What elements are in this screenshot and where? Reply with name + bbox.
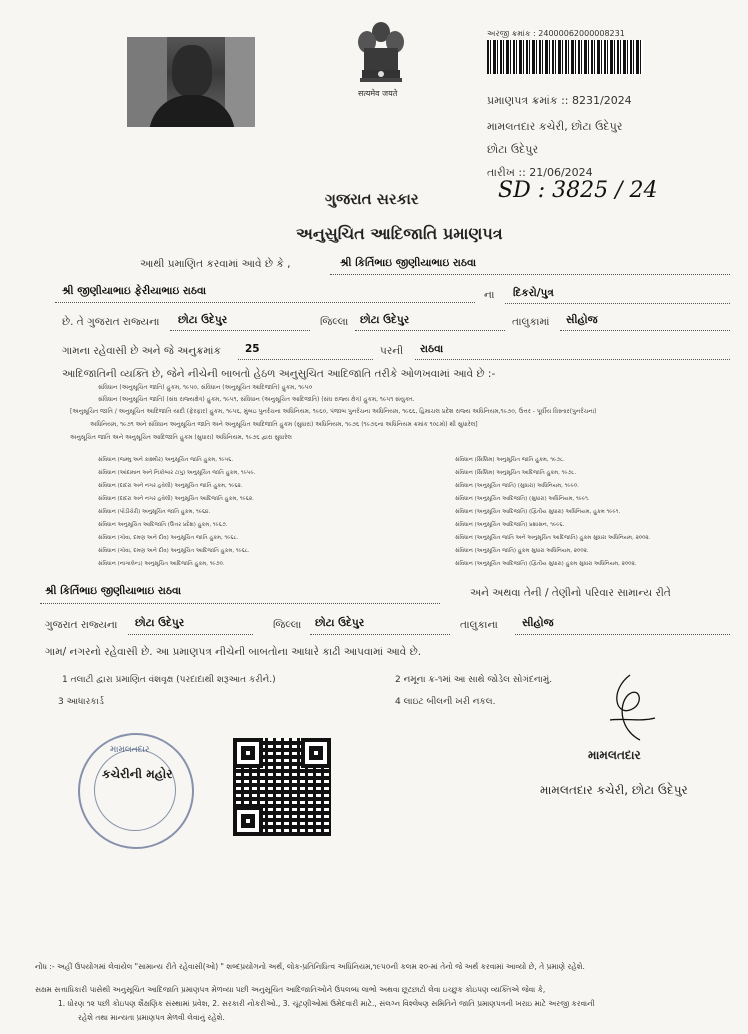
footer-line: રહેશે તથા માન્યતા પ્રમાણપત્ર મેળવી લેવાનું રહેશે. xyxy=(78,1013,225,1022)
residence-taluka: સીહોજ xyxy=(522,617,554,629)
recognized-text: આદિજાતિની વ્યક્તિ છે, જેને નીચેની બાબતો હેઠળ અનુસુચિત આદિજાતિ તરીકે ઓળખવામાં આવે છે :- xyxy=(62,368,496,380)
issuing-office: મામલતદાર કચેરી, છોટા ઉદેપુર xyxy=(487,120,623,133)
handwritten-number: SD : 3825 / 24 xyxy=(498,178,658,203)
village-prefix: ગામના રહેવાસી છે અને જે અનુક્રમાંક xyxy=(62,345,221,357)
state-prefix: છે. તે ગુજરાત રાજ્યના xyxy=(62,316,160,328)
resident-name: શ્રી કિર્તિભાઇ જીણીયાભાઇ રાઠવા xyxy=(45,585,182,597)
national-emblem-icon xyxy=(352,18,410,86)
seal-label: કચેરીની મહોર xyxy=(102,767,173,781)
order-right: સંવિધાન (અનુસૂચિત જાતિ) (સુધારા) અધિનિયમ, ૧૯૯૦. xyxy=(455,483,579,489)
document-item: 3 આધારકાર્ડ xyxy=(58,697,104,707)
document-item: 4 લાઇટ બીલની ખરી નકલ. xyxy=(395,697,496,707)
order-left: સંવિધાન (દાદરા અને નગર હવેલી) અનુસૂચિત જાતિ હુકમ, ૧૯૬૨. xyxy=(98,483,243,489)
taluka: સીહોજ xyxy=(566,314,598,326)
district-2: છોટા ઉદેપુર xyxy=(360,314,410,326)
order-left: સંવિધાન (આંદામાન અને નિકોબાર ટાપુ) અનુસૂચિત જાતિ હુકમ, ૧૯૫૯. xyxy=(98,470,256,476)
seal-top-text: મામલતદાર xyxy=(110,745,150,755)
signatory-office: મામલતદાર કચેરી, છોટા ઉદેપુર xyxy=(540,783,688,797)
residence-district-label: જિલ્લા xyxy=(273,619,302,631)
order-left: સંવિધાન (ગોવા, દમણ અને દીવ) અનુસૂચિત આદિજાતિ હુકમ, ૧૯૬૮. xyxy=(98,548,250,554)
district-1: છોટા ઉદેપુર xyxy=(178,314,228,326)
applicant-photo xyxy=(127,37,255,127)
order-left: સંવિધાન અનુસૂચિત આદિજાતિ (ઉત્તર પ્રદેશ) હુકમ, ૧૯૬૭. xyxy=(98,522,228,528)
order-right: સંવિધાન (અનુસૂચિત આદિજાતિ) (દ્વિતીય સુધારા) હુકમ સુધારા અધિનિયમ, ૨૦૦૨. xyxy=(455,561,637,567)
order-right: સંવિધાન (અનુસૂચિત જાતિ) હુકમ સુધારા અધિનિયમ, ૨૦૦૨. xyxy=(455,548,589,554)
order-line: [અનુસૂચિત જાતિ / અનુસૂચિત આદિજાતિ યાદી (ફેરફાર) હુકમ, ૧૯૫૬, મુંબઇ પુનર્રચના અધિનિયમ, ૧૯૬૦, પંજાબ પુનર્રચના અધિનિયમ, ૧૯૬૬, હિમાચલ પ્રદેશ રાજ્ય અધિનિયમ,૧૯૭૦, ઉત્તર - પૂર્વીય વિસ્તાર(પુનર્રચના) xyxy=(70,408,597,415)
of-label: પરની xyxy=(380,345,404,357)
certify-prefix: આથી પ્રમાણિત કરવામાં આવે છે કે , xyxy=(140,258,291,270)
certificate-number: પ્રમાણપત્ર ક્રમાંક :: 8231/2024 xyxy=(487,94,632,107)
footer-note: નોંધ :- અહીં ઉપયોગમાં લેવાયેલ "સામાન્ય રીતે રહેવાસી(ઓ) " શબ્દપ્રયોગનો અર્થ, લોક-પ્રતિનિધિત્વ અધિનિયમ,૧૯૫૦ની કલમ ૨૦-માં તેનો જે અર્થ કરવામાં આવ્યો છે, તે પ્રમાણે રહેશે. xyxy=(35,962,585,971)
residence-state: ગુજરાત રાજ્યના xyxy=(45,619,118,631)
na-label: ના xyxy=(484,289,495,301)
relation: દિકરો/પુત્ર xyxy=(513,287,554,299)
residence-district-1: છોટા ઉદેપુર xyxy=(135,617,185,629)
residence-district-2: છોટા ઉદેપુર xyxy=(315,617,365,629)
taluka-label: તાલુકામાં xyxy=(512,316,550,328)
order-right: સંવિધાન (સિક્કિમ) અનુસૂચિત જાતિ હુકમ, ૧૯૭૮. xyxy=(455,457,565,463)
order-line: સંવિધાન (અનુસૂચિત જાતિ) (સંઘ રાજ્યક્ષેત્ર) હુકમ, ૧૯૫૧, સંવિધાન (અનુસૂચિત આદિજાતિ) (સંઘ રાજ્ય ક્ષેત્ર) હુકમ, ૧૯૫૧ સંયુક્ત. xyxy=(98,396,415,403)
qr-code xyxy=(233,738,331,836)
footer-line: 1. ધોરણ ૧૨ પછી કોઇપણ શૈક્ષણિક સંસ્થામાં પ્રવેશ, 2. સરકારી નોકરીઓ., 3. ચૂંટણીઓમાં ઉમેદવારી માટે., સંલગ્ન વિશ્લેષણ સમિતિને જાતિ પ્રમાણપત્રની ખરાઇ માટે અરજી કરવાની xyxy=(58,999,595,1008)
order-line: અનુસૂચિત જાતિ અને અનુસૂચિત આદિજાતિ હુકમ (સુધારા) અધિનિયમ, ૧૯૭૬ દ્વારા સુધારેલ xyxy=(70,434,292,441)
order-right: સંવિધાન (સિક્કિમ) અનુસૂચિત આદિજાતિ હુકમ, ૧૯૭૮. xyxy=(455,470,577,476)
father-name: શ્રી જીણીયાભાઇ ફેરીયાભાઇ રાઠવા xyxy=(62,285,207,297)
footer-line: સક્ષમ સત્તાધિકારી પાસેથી અનુસૂચિત આદિજાતિ પ્રમાણપત્ર મેળવ્યા પછી અનુસૂચિત આદિજાતિઓને ઉપલબ્ધ લાભો અથવા છૂટછાટો લેવા ઇચ્છુક કોઇપણ વ્યક્તિએ જેવા કે, xyxy=(35,985,546,994)
barcode xyxy=(487,40,643,74)
order-left: સંવિધાન (જમ્મુ અને કાશ્મીર) અનુસૂચિત જાતિ હુકમ, ૧૯૫૬. xyxy=(98,457,234,463)
application-number: અરજી ક્રમાંક : 24000062000008231 xyxy=(487,29,625,38)
order-left: સંવિધાન (નાગાલેન્ડ) અનુસૂચિત આદિજાતિ હુકમ, ૧૯૭૦. xyxy=(98,561,225,567)
village-text: ગામ/ નગરનો રહેવાસી છે. આ પ્રમાણપત્ર નીચેની બાબતોના આધારે કાઢી આપવામાં આવે છે. xyxy=(45,646,422,658)
order-right: સંવિધાન (અનુસૂચિત આદિજાતિ) (દ્વિતીય સુધારા) અધિનિયમ, હુકમ ૧૯૯૧. xyxy=(455,509,621,515)
serial-number: 25 xyxy=(245,343,260,355)
tribe-name: રાઠવા xyxy=(420,343,444,355)
residence-taluka-label: તાલુકાના xyxy=(460,619,498,631)
certificate-title: અનુસુચિત આદિજાતિ પ્રમાણપત્ર xyxy=(296,224,503,243)
district-label: જિલ્લા xyxy=(320,316,349,328)
signature xyxy=(600,670,660,750)
order-line: સંવિધાન (અનુસૂચિત જાતિ) હુકમ, ૧૯૫૦, સંવિધાન (અનુસૂચિત આદિજાતિ) હુકમ, ૧૯૫૦ xyxy=(98,384,313,391)
signatory-title: મામલતદાર xyxy=(588,748,641,762)
order-left: સંવિધાન (પોંડીચેરી) અનુસૂચિત જાતિ હુકમ, ૧૯૬૪. xyxy=(98,509,211,515)
order-left: સંવિધાન (દાદરા અને નગર હવેલી) અનુસૂચિત આદિજાતિ હુકમ, ૧૯૬૨. xyxy=(98,496,254,502)
person-name: શ્રી કિર્તિભાઇ જીણીયાભાઇ રાઠવા xyxy=(340,257,477,269)
document-item: 2 નમૂના ક્ર-૧માં આ સાથે જોડેલ સોગંદનામું. xyxy=(395,675,553,685)
document-item: 1 તલાટી દ્વારા પ્રમાણિત વંશવૃક્ષ (પરદાદાથી શરૂઆત કરીને.) xyxy=(62,675,276,685)
emblem-motto: सत्यमेव जयते xyxy=(358,89,398,98)
issue-date: તારીખ :: 21/06/2024 xyxy=(487,166,593,179)
family-text: અને અથવા તેની / તેણીનો પરિવાર સામાન્ય રીતે xyxy=(470,587,671,599)
government-title: ગુજરાત સરકાર xyxy=(325,190,419,208)
order-right: સંવિધાન (અનુસૂચિત જાતિ અને અનુસૂચિત આદિજાતિ) હુકમ સુધારા અધિનિયમ, ૨૦૦૨. xyxy=(455,535,651,541)
issuing-office-city: છોટા ઉદેપુર xyxy=(487,143,539,156)
order-right: સંવિધાન (અનુસૂચિત આદિજાતિ) (સુધારા) અધિનિયમ, ૧૯૯૧. xyxy=(455,496,590,502)
order-left: સંવિધાન (ગોવા, દમણ અને દીવ) અનુસૂચિત જાતિ હુકમ, ૧૯૬૮. xyxy=(98,535,239,541)
order-right: સંવિધાન (અનુસૂચિત આદિજાતિ) પ્રશાસન, ૧૯૯૬. xyxy=(455,522,565,528)
order-line: અધિનિયમ, ૧૯૭૧ અને સંવિધાન અનુસૂચિત જાતિ અને અનુસૂચિત આદિજાતિ હુકમ (સુધારા) અધિનિયમ, ૧૯૭૬ (૧૯૭૬ના અધિનિયમ ક્રમાંક ૧૦૮મો) થી સુધારેલ] xyxy=(90,421,478,428)
